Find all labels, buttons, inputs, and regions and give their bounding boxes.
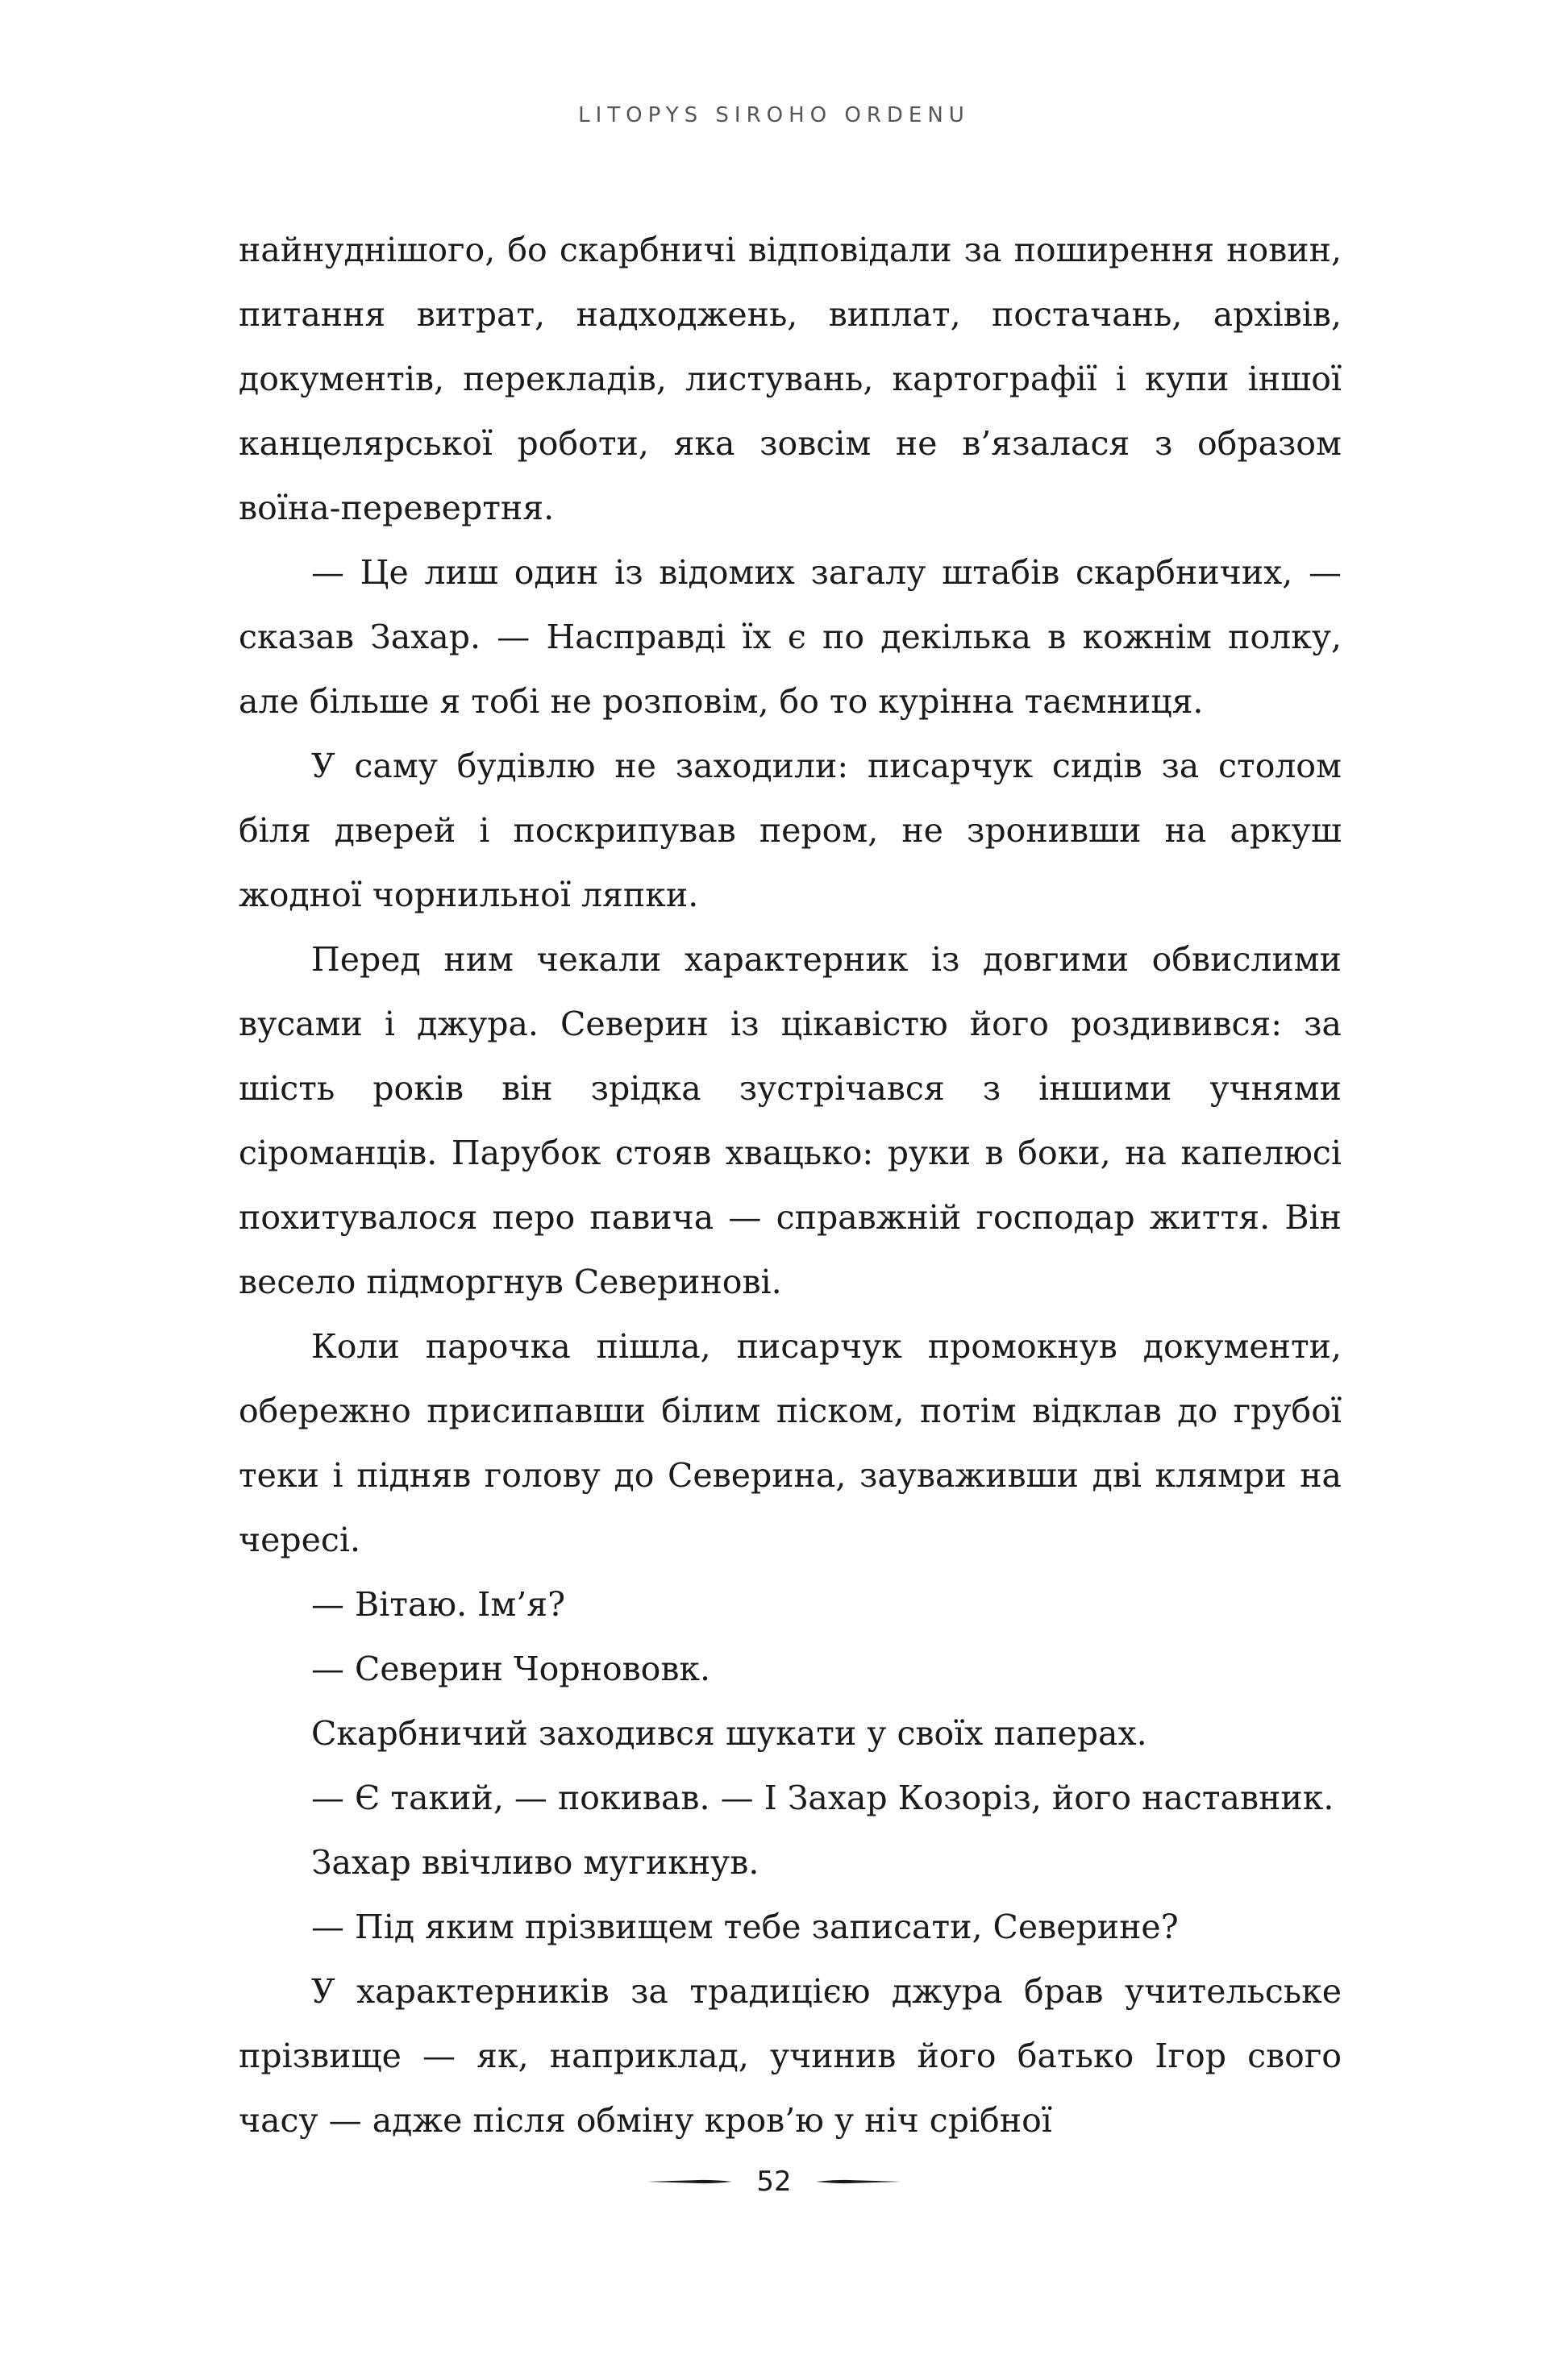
paragraph: Коли парочка пішла, писарчук промокнув документи, обережно присипавши білим піском, потім відклав до грубої теки і підняв голову до Северина, зауваживши дві клямри на чересі. [239, 1327, 1342, 1559]
paragraph: Захар ввічливо мугикнув. [311, 1843, 759, 1882]
paragraph: — Є такий, — покивав. — І Захар Козоріз, його наставник. [311, 1779, 1334, 1817]
body-text [239, 218, 1342, 2153]
paragraph: — Це лиш один із відомих загалу штабів скарбничих, — сказав Захар. — Насправді їх є по декілька в кожнім полку, але більше я тобі не розповім, бо то курінна таємниця. [239, 553, 1342, 721]
running-header: LITOPYS SIROHO ORDENU [578, 103, 970, 127]
paragraph: У саму будівлю не заходили: писарчук сидів за столом біля дверей і поскрипував пером, не зронивши на аркуш жодної чорнильної ляпки. [239, 747, 1342, 914]
paragraph: У характерників за традицією джура брав учительське прізвище — як, наприклад, учинив його батько Ігор свого часу — адже після обміну кров’ю у ніч срібної [239, 1972, 1342, 2140]
paragraph: Скарбничий заходився шукати у своїх паперах. [311, 1714, 1147, 1753]
paragraph: — Северин Чорнововк. [311, 1650, 711, 1688]
right-ornament-icon [814, 2176, 903, 2187]
page-number: 52 [756, 2166, 792, 2198]
paragraph: Перед ним чекали характерник із довгими обвислими вусами і джура. Северин із цікавістю його роздивився: за шість років він зрідка зустрічався з іншими учнями сіроманців. Парубок стояв хвацько: руки в боки, на капелюсі похитувалося перо павича — справжній господар життя. Він весело підморгнув Северинові. [239, 940, 1342, 1301]
paragraph: — Під яким прізвищем тебе записати, Северине? [311, 1908, 1179, 1946]
paragraph: — Вітаю. Ім’я? [311, 1585, 566, 1624]
paragraph: найнуднішого, бо скарбничі відповідали за поширення новин, питання витрат, надходжень, виплат, постачань, архівів, документів, перекладів, листувань, картографії і купи іншої канцелярської роботи, яка зовсім не в’язалася з образом воїна-перевертня. [239, 231, 1342, 527]
left-ornament-icon [645, 2176, 734, 2187]
page-footer [0, 2166, 1548, 2198]
